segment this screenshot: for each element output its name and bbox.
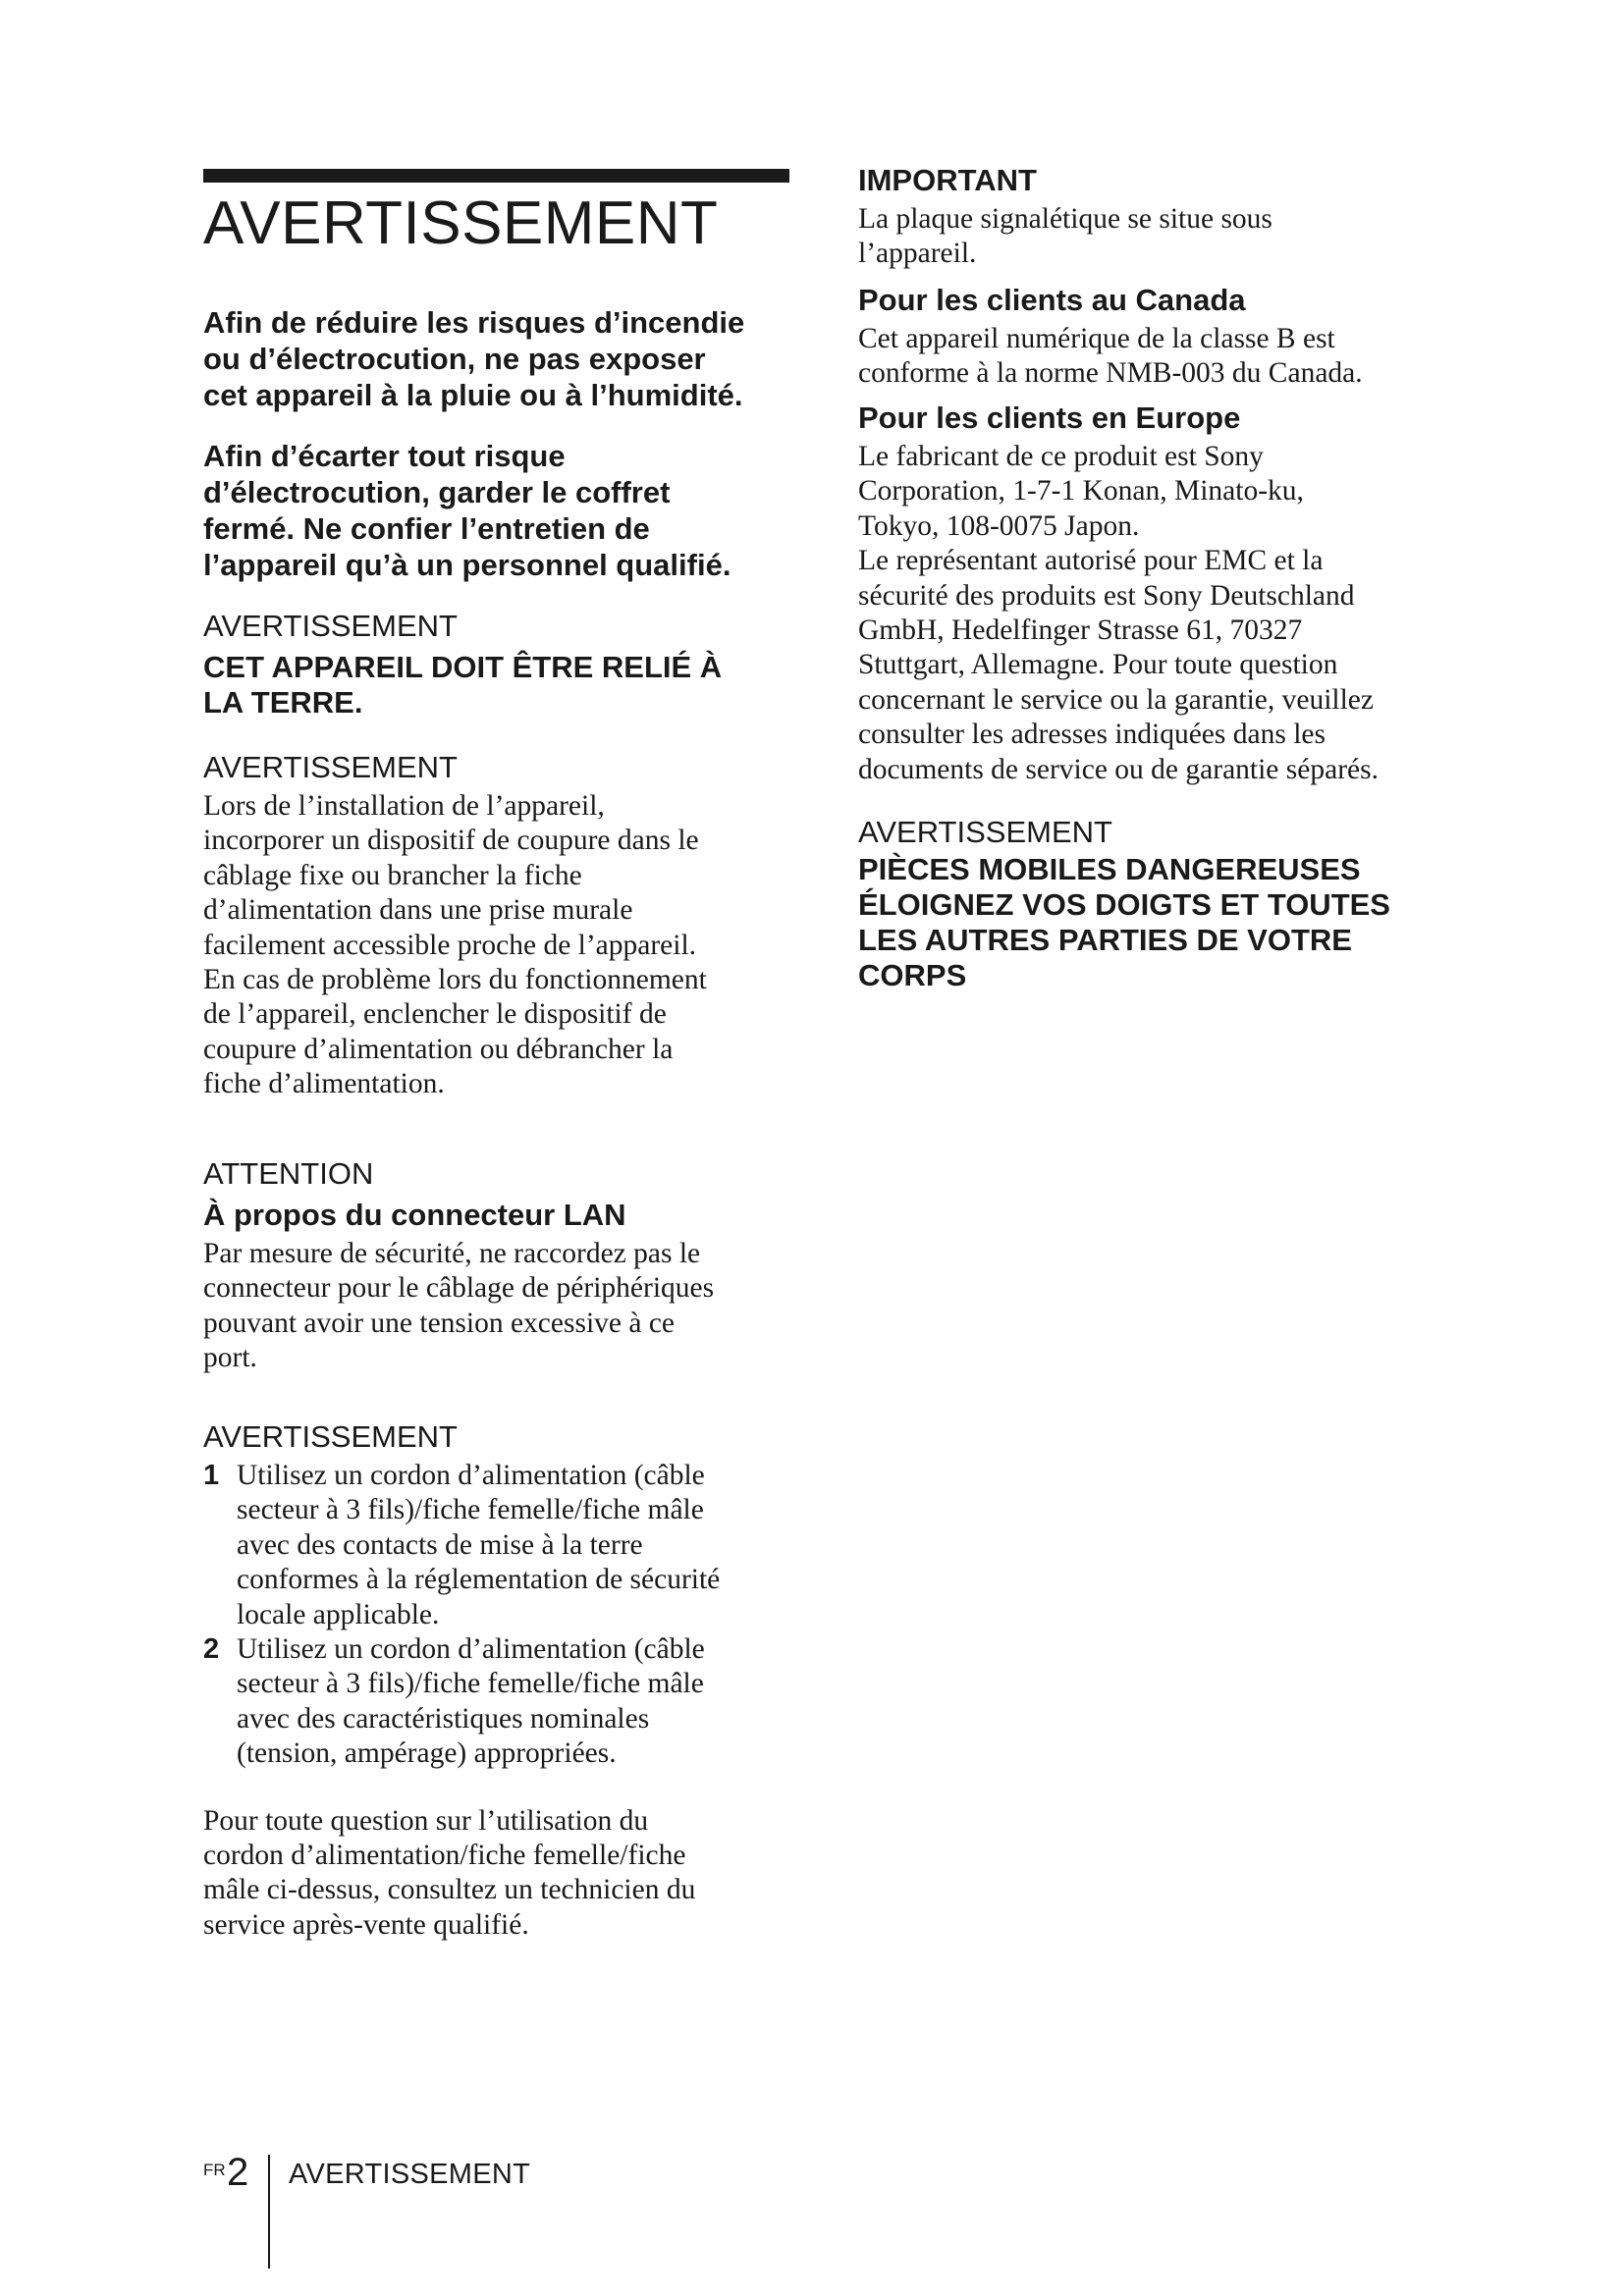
footer-section-title: AVERTISSEMENT xyxy=(289,2159,531,2190)
text-line: Stuttgart, Allemagne. Pour toute question xyxy=(858,649,1338,681)
page-title: AVERTISSEMENT xyxy=(203,189,719,257)
text-line: l’appareil qu’à un personnel qualifié. xyxy=(203,548,731,582)
text-line: connecteur pour le câblage de périphériques xyxy=(203,1272,715,1305)
text-line: (tension, ampérage) appropriées. xyxy=(237,1737,617,1770)
text-line: d’électrocution, garder le coffret xyxy=(203,475,671,509)
text-line: Utilisez un cordon d’alimentation (câble xyxy=(237,1460,705,1491)
text-line: Utilisez un cordon d’alimentation (câble xyxy=(237,1633,705,1666)
text-line: coupure d’alimentation ou débrancher la xyxy=(203,1033,674,1065)
text-line: secteur à 3 fils)/fiche femelle/fiche mâle xyxy=(237,1668,704,1700)
text-line: port. xyxy=(203,1342,257,1374)
text-line: Tokyo, 108-0075 Japon. xyxy=(858,509,1140,542)
text-line: Lors de l’installation de l’appareil, xyxy=(203,790,605,822)
section-heading: AVERTISSEMENT xyxy=(203,609,458,643)
text-line: avec des caractéristiques nominales xyxy=(237,1702,650,1735)
closing-paragraph xyxy=(203,1804,792,1944)
warning-moving-parts xyxy=(858,815,1467,993)
text-line: incorporer un dispositif de coupure dans le xyxy=(203,825,699,857)
text-line: ÉLOIGNEZ VOS DOIGTS ET TOUTES xyxy=(858,887,1390,922)
lead-warning-fire xyxy=(203,304,792,413)
section-heading: AVERTISSEMENT xyxy=(203,750,458,784)
text-line: service après-vente qualifié. xyxy=(203,1908,529,1941)
important-section xyxy=(858,163,1467,272)
text-line: LES AUTRES PARTIES DE VOTRE xyxy=(858,923,1352,957)
text-line: avec des contacts de mise à la terre xyxy=(237,1528,643,1561)
text-line: CET APPAREIL DOIT ÊTRE RELIÉ À xyxy=(203,650,723,684)
section-heading: AVERTISSEMENT xyxy=(203,1419,458,1454)
section-heading: ATTENTION xyxy=(203,1156,374,1191)
list-item xyxy=(203,1459,792,1632)
text-line: GmbH, Hedelfinger Strasse 61, 70327 xyxy=(858,614,1303,647)
text-line: Corporation, 1-7-1 Konan, Minato-ku, xyxy=(858,475,1304,507)
text-line: Par mesure de sécurité, ne raccordez pas le xyxy=(203,1238,701,1269)
warning-grounding xyxy=(203,609,792,721)
text-line: mâle ci-dessus, consultez un technicien du xyxy=(203,1874,696,1906)
text-line: fermé. Ne confier l’entretien de xyxy=(203,511,650,546)
section-heading: Pour les clients au Canada xyxy=(858,283,1246,317)
section-heading: AVERTISSEMENT xyxy=(858,815,1112,849)
text-line: de l’appareil, enclencher le dispositif de xyxy=(203,998,667,1031)
text-line: câblage fixe ou brancher la fiche xyxy=(203,859,582,891)
section-heading: IMPORTANT xyxy=(858,163,1037,197)
text-line: Pour toute question sur l’utilisation du xyxy=(203,1804,649,1837)
text-line: PIÈCES MOBILES DANGEREUSES xyxy=(858,852,1361,886)
text-line: locale applicable. xyxy=(237,1598,440,1630)
text-line: l’appareil. xyxy=(858,238,977,270)
text-line: LA TERRE. xyxy=(203,685,363,720)
text-line: consulter les adresses indiquées dans les xyxy=(858,719,1326,751)
text-line: CORPS xyxy=(858,958,967,992)
text-line: pouvant avoir une tension excessive à ce xyxy=(203,1307,676,1339)
text-line: documents de service ou de garantie séparés. xyxy=(858,753,1379,785)
text-line: conforme à la norme NMB-003 du Canada. xyxy=(858,357,1363,390)
numbered-list xyxy=(203,1459,792,1772)
text-line: Afin de réduire les risques d’incendie xyxy=(203,305,745,340)
text-line: Le fabricant de ce produit est Sony xyxy=(858,441,1264,472)
text-line: concernant le service ou la garantie, veuillez xyxy=(858,683,1374,716)
europe-section xyxy=(858,400,1467,787)
attention-lan xyxy=(203,1156,792,1376)
lead-warning-electrocution xyxy=(203,438,792,583)
footer-divider xyxy=(268,2155,270,2269)
warning-power-cord xyxy=(203,1419,792,1943)
text-line: ou d’électrocution, ne pas exposer xyxy=(203,342,706,376)
text-line: secteur à 3 fils)/fiche femelle/fiche mâle xyxy=(237,1494,704,1526)
text-line: facilement accessible proche de l’appareil. xyxy=(203,929,697,961)
text-line: Le représentant autorisé pour EMC et la xyxy=(858,545,1324,577)
canada-section xyxy=(858,283,1467,392)
list-item xyxy=(203,1632,792,1772)
text-line: conformes à la réglementation de sécurité xyxy=(237,1564,721,1596)
text-line: En cas de problème lors du fonctionnement xyxy=(203,964,707,996)
section-subheading: À propos du connecteur LAN xyxy=(203,1198,626,1232)
text-line: d’alimentation dans une prise murale xyxy=(203,894,633,927)
text-line: La plaque signalétique se situe sous xyxy=(858,203,1272,235)
text-line: sécurité des produits est Sony Deutschland xyxy=(858,579,1355,612)
text-line: cet appareil à la pluie ou à l’humidité. xyxy=(203,378,743,412)
text-line: fiche d’alimentation. xyxy=(203,1068,445,1100)
list-number: 1 xyxy=(203,1460,220,1491)
section-heading: Pour les clients en Europe xyxy=(858,400,1241,435)
text-line: Cet appareil numérique de la classe B est xyxy=(858,323,1335,354)
text-line: Afin d’écarter tout risque xyxy=(203,439,566,473)
warning-installation xyxy=(203,750,792,1102)
page-number: 2 xyxy=(227,2151,249,2194)
title-rule xyxy=(203,169,789,183)
text-line: cordon d’alimentation/fiche femelle/fiche xyxy=(203,1840,686,1872)
language-code: FR xyxy=(203,2161,226,2179)
list-number: 2 xyxy=(203,1633,220,1666)
